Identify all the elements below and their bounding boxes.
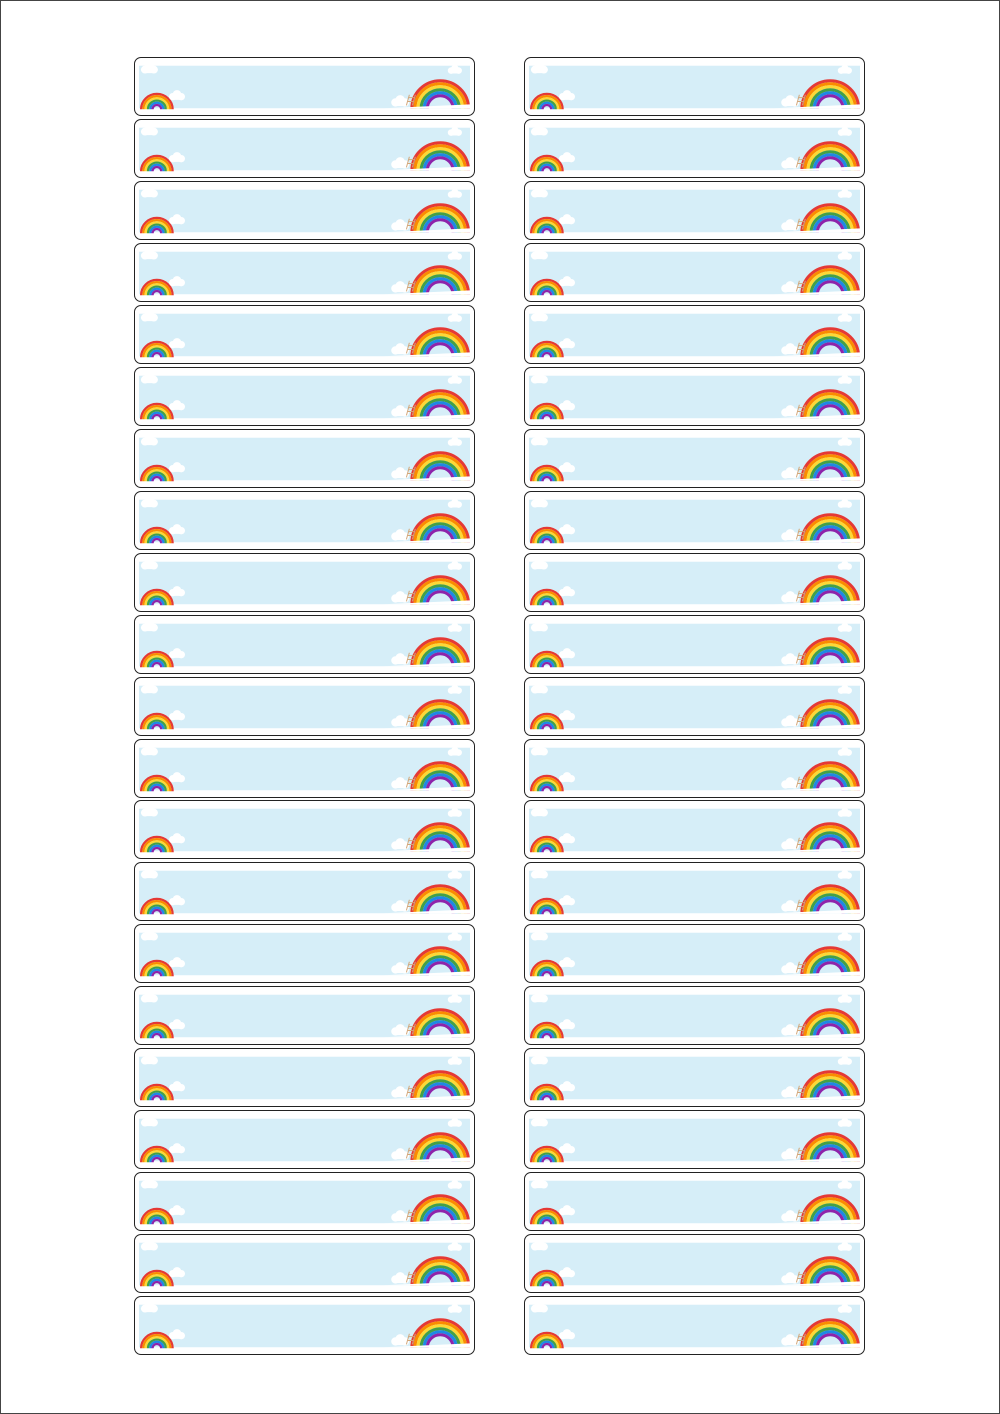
name-label[interactable]: [524, 57, 865, 116]
name-label[interactable]: [524, 553, 865, 612]
name-label[interactable]: [524, 1048, 865, 1107]
label-artwork: [525, 616, 864, 673]
label-artwork: [525, 368, 864, 425]
label-artwork: [525, 1297, 864, 1354]
name-label[interactable]: [524, 986, 865, 1045]
label-artwork: [525, 925, 864, 982]
label-artwork: [525, 678, 864, 735]
label-artwork: [135, 987, 474, 1044]
name-label[interactable]: [524, 181, 865, 240]
label-artwork: [135, 740, 474, 797]
name-label[interactable]: [524, 677, 865, 736]
label-artwork: [135, 925, 474, 982]
label-artwork: [525, 740, 864, 797]
label-artwork: [135, 678, 474, 735]
name-label[interactable]: [134, 1048, 475, 1107]
label-artwork: [525, 58, 864, 115]
name-label[interactable]: [524, 924, 865, 983]
label-artwork: [135, 1111, 474, 1168]
name-label[interactable]: [524, 615, 865, 674]
label-artwork: [525, 987, 864, 1044]
label-artwork: [525, 492, 864, 549]
name-label[interactable]: [134, 1234, 475, 1293]
name-label[interactable]: [524, 800, 865, 859]
label-artwork: [525, 244, 864, 301]
label-artwork: [135, 1235, 474, 1292]
label-artwork: [525, 1111, 864, 1168]
label-artwork: [135, 368, 474, 425]
name-label[interactable]: [134, 1296, 475, 1355]
label-artwork: [525, 120, 864, 177]
name-label[interactable]: [524, 305, 865, 364]
name-label[interactable]: [134, 739, 475, 798]
name-label[interactable]: [134, 800, 475, 859]
name-label[interactable]: [524, 243, 865, 302]
label-artwork: [135, 1173, 474, 1230]
name-label[interactable]: [134, 862, 475, 921]
label-artwork: [135, 492, 474, 549]
name-label[interactable]: [134, 1172, 475, 1231]
label-artwork: [135, 554, 474, 611]
name-label[interactable]: [524, 491, 865, 550]
label-artwork: [525, 1049, 864, 1106]
label-artwork: [135, 801, 474, 858]
label-artwork: [525, 182, 864, 239]
label-artwork: [135, 120, 474, 177]
name-label[interactable]: [134, 181, 475, 240]
label-artwork: [525, 430, 864, 487]
name-label[interactable]: [134, 677, 475, 736]
name-label[interactable]: [524, 1234, 865, 1293]
label-artwork: [525, 1235, 864, 1292]
name-label[interactable]: [134, 615, 475, 674]
label-artwork: [135, 1297, 474, 1354]
name-label[interactable]: [134, 57, 475, 116]
name-label[interactable]: [524, 1110, 865, 1169]
name-label[interactable]: [134, 429, 475, 488]
label-artwork: [525, 801, 864, 858]
name-label[interactable]: [134, 924, 475, 983]
label-artwork: [135, 244, 474, 301]
label-artwork: [135, 616, 474, 673]
name-label[interactable]: [134, 119, 475, 178]
name-label[interactable]: [524, 429, 865, 488]
label-artwork: [135, 430, 474, 487]
name-label[interactable]: [524, 119, 865, 178]
label-artwork: [135, 58, 474, 115]
label-artwork: [135, 863, 474, 920]
label-artwork: [135, 306, 474, 363]
label-artwork: [525, 863, 864, 920]
label-artwork: [135, 182, 474, 239]
label-artwork: [525, 554, 864, 611]
name-label[interactable]: [524, 739, 865, 798]
label-artwork: [525, 306, 864, 363]
name-label[interactable]: [134, 491, 475, 550]
name-label[interactable]: [134, 367, 475, 426]
name-label[interactable]: [524, 367, 865, 426]
name-label[interactable]: [524, 862, 865, 921]
name-label[interactable]: [134, 243, 475, 302]
label-artwork: [525, 1173, 864, 1230]
name-label[interactable]: [134, 1110, 475, 1169]
label-artwork: [135, 1049, 474, 1106]
name-label[interactable]: [134, 553, 475, 612]
name-label[interactable]: [134, 986, 475, 1045]
name-label[interactable]: [524, 1296, 865, 1355]
name-label[interactable]: [134, 305, 475, 364]
name-label[interactable]: [524, 1172, 865, 1231]
